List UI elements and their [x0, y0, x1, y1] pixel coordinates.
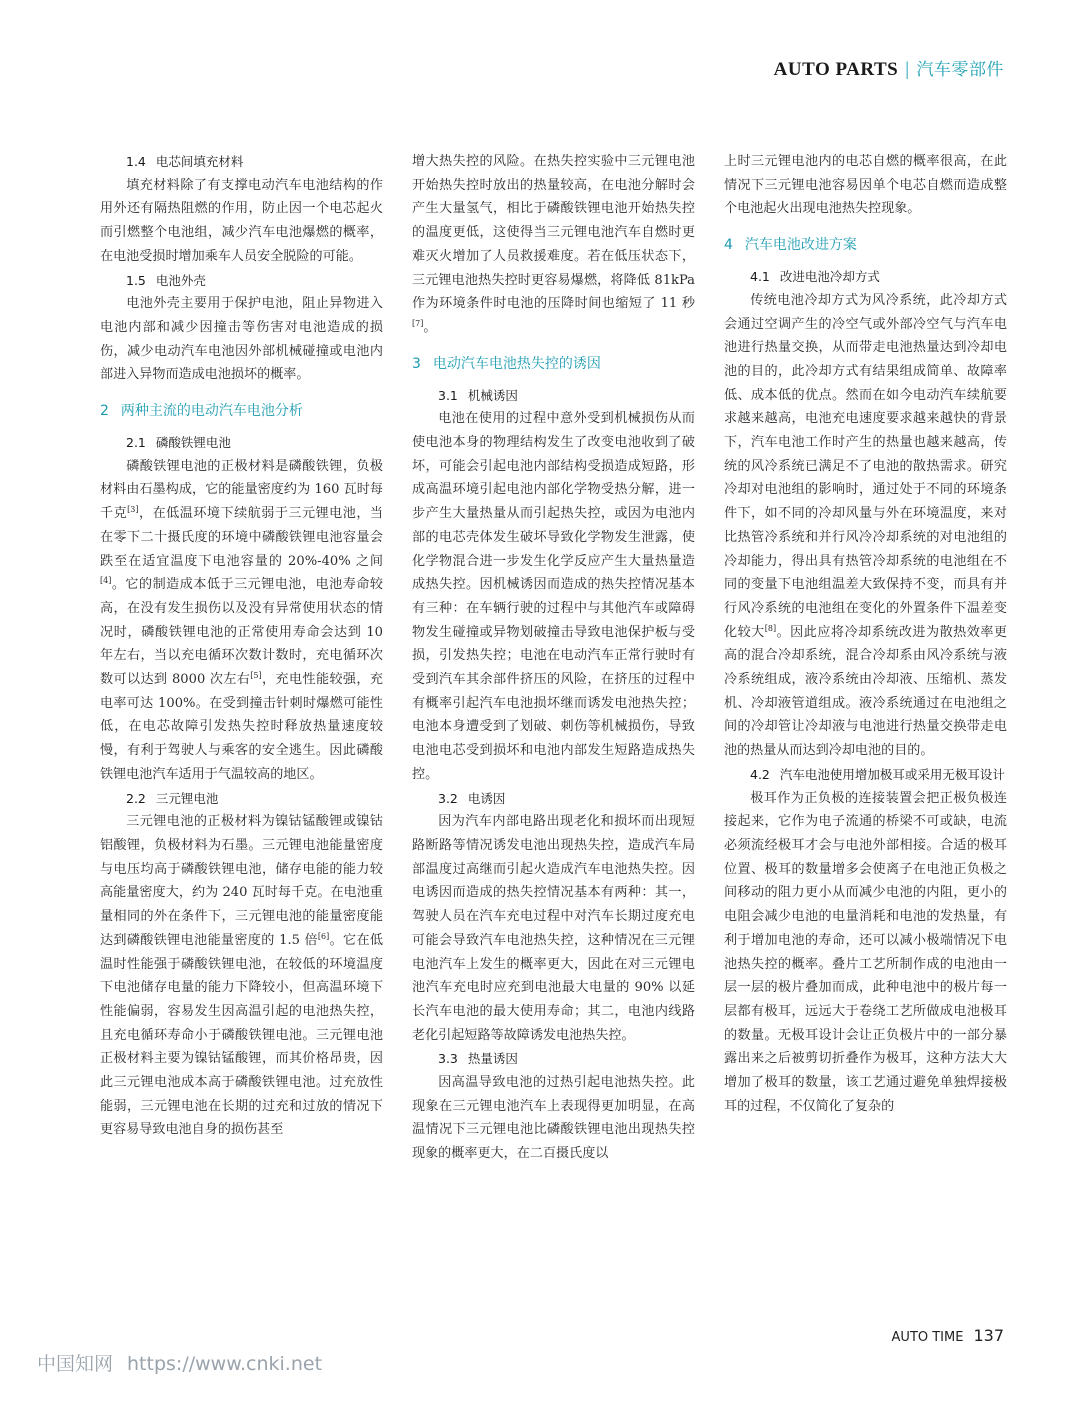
journal-brand: AUTO PARTS [773, 59, 899, 80]
column-middle [412, 150, 695, 1166]
paragraph: 增大热失控的风险。在热失控实验中三元锂电池开始热失控时放出的热量较高，在电池分解时会产生大量氢气，相比于磷酸铁锂电池开始热失控的温度更低，这使得当三元锂电池汽车自燃时更难灭火增加了人员救援难度。若在低压状态下，三元锂电池热失控时更容易爆燃，将降低 81kPa 作为环境条件时电池的压降时间也缩短了 11 秒[7]。 [412, 154, 695, 335]
subsection-heading: 4.2 汽车电池使用增加极耳或采用无极耳设计 [750, 766, 1005, 782]
subsection-heading: 3.1 机械诱因 [438, 387, 518, 403]
paragraph: 因高温导致电池的过热引起电池热失控。此现象在三元锂电池汽车上表现得更加明显，在高温情况下三元锂电池比磷酸铁锂电池出现热失控现象的概率更大，在二百摄氏度以 [412, 1075, 695, 1162]
paragraph: 传统电池冷却方式为风冷系统，此冷却方式会通过空调产生的冷空气或外部冷空气与汽车电池进行热量交换，从而带走电池热量达到冷却电池的目的，此冷却方式有结果组成简单、故障率低、成本低的优点。然而在如今电动汽车续航要求越来越高，电池充电速度要求越来越快的背景下，汽车电池工作时产生的热量也越来越高，传统的风冷系统已满足不了电池的散热需求。研究冷却对电池组的影响时，通过处于不同的环境条件下，如不同的冷却风量与外在环境温度，来对比热管冷系统和并行风冷冷却系统的对电池组的冷却能力，得出具有热管冷却系统的电池组在不同的变量下电池组温差大致保持不变，而具有并行风冷系统的电池组在变化的外置条件下温差变化较大[8]。因此应将冷却系统改进为散热效率更高的混合冷却系统，混合冷却系由风冷系统与液冷系统组成，液冷系统由冷却液、压缩机、蒸发机、冷却液管道组成。液冷系统通过在电池组之间的冷却管让冷却液与电池进行热量交换带走电池的热量从而达到冷却电池的目的。 [724, 292, 1008, 759]
paragraph: 极耳作为正负极的连接装置会把正极负极连接起来，它作为电子流通的桥梁不可或缺，电流必须流经极耳才会与电池外部相接。合适的极耳位置、极耳的数量增多会使离子在电池正负极之间移动的阻力更小从而减少电池的内阻，更小的电阻会减少电池的电量消耗和电池的发热量，有利于增加电池的寿命，还可以减小极端情况下电池热失控的概率。叠片工艺所制作成的电池由一层一层的极片叠加而成，此种电池中的极片每一层都有极耳，远远大于卷绕工艺所做成电池极耳的数量。无极耳设计会让正负极片中的一部分暴露出来之后被剪切折叠作为极耳，这种方法大大增加了极耳的数量，该工艺通过避免单独焊接极耳的过程，不仅简化了复杂的 [724, 790, 1007, 1114]
page-footer [892, 1326, 1004, 1345]
citation-ref[interactable]: [5] [250, 671, 262, 681]
paragraph: 电池在使用的过程中意外受到机械损伤从而使电池本身的物理结构发生了改变电池收到了破坏，可能会引起电池内部结构受损造成短路，形成高温环境引起电池内部化学物受热分解，进一步产生大量热量从而引起热失控，或因为电池内部的电芯壳体发生破坏导致化学物发生泄露，使化学物混合进一步发生化学反应产生大量热量造成热失控。因机械诱因而造成的热失控情况基本有三种：在车辆行驶的过程中与其他汽车或障碍物发生碰撞或异物划破撞击导致电池保护板与受损，引发热失控；电池在电动汽车正常行驶时有受到汽车其余部件挤压的风险，在挤压的过程中有概率引起汽车电池损坏继而诱发电池热失控；电池本身遭受到了划破、刺伤等机械损伤，导致电池电芯受到损坏和电池内部发生短路造成热失控。 [412, 411, 695, 782]
citation-ref[interactable]: [7] [412, 318, 424, 328]
column-left [100, 150, 383, 1142]
cnki-watermark [37, 1349, 322, 1376]
subsection-heading: 3.3 热量诱因 [438, 1051, 518, 1067]
subsection-heading: 1.4 电芯间填充材料 [126, 154, 244, 169]
subsection-heading: 2.1 磷酸铁锂电池 [126, 435, 231, 451]
subsection-heading: 1.5 电池外壳 [126, 272, 206, 288]
column-right [724, 150, 1007, 1118]
section-heading: 2 两种主流的电动汽车电池分析 [100, 403, 303, 420]
journal-name: AUTO TIME [891, 1330, 964, 1345]
paragraph: 因为汽车内部电路出现老化和损坏而出现短路断路等情况诱发电池出现热失控，造成汽车局部温度过高继而引起火造成汽车电池热失控。因电诱因而造成的热失控情况基本有两种：其一，驾驶人员在汽车充电过程中对汽车长期过度充电可能会导致汽车电池热失控，这种情况在三元锂电池汽车上发生的概率更大，因此在对三元锂电池汽车充电时应充到电池最大电量的 90% 以延长汽车电池的最大使用寿命；其二，电池内线路老化引起短路等故障诱发电池热失控。 [412, 814, 695, 1043]
section-heading: 3 电动汽车电池热失控的诱因 [412, 355, 601, 372]
paragraph: 填充材料除了有支撑电动汽车电池结构的作用外还有隔热阻燃的作用，防止因一个电芯起火而引燃整个电池组，减少汽车电池爆燃的概率，在电池受损时增加乘车人员安全脱险的可能。 [100, 177, 383, 264]
paragraph: 磷酸铁锂电池的正极材料是磷酸铁锂，负极材料由石墨构成，它的能量密度约为 160 瓦时每千克[3]，在低温环境下续航弱于三元锂电池，当在零下二十摄氏度的环境中磷酸铁锂电池容量会跌至在适宜温度下电池容量的 20%-40% 之间[4]。它的制造成本低于三元锂电池，电池寿命较高，在没有发生损伤以及没有异常使用状态的情况时，磷酸铁锂电池的正常使用寿命会达到 10 年左右，当以充电循环次数计数时，充电循环次数可以达到 8000 次左右[5]，充电性能较强，充电率可达 100%。在受到撞击针刺时爆燃可能性低，在电芯故障引发热失控时释放热量速度较慢，有利于驾驶人与乘客的安全逃生。因此磷酸铁锂电池汽车适用于气温较高的地区。 [100, 458, 384, 782]
watermark-url[interactable]: https://www.cnki.net [127, 1353, 323, 1375]
subsection-heading: 4.1 改进电池冷却方式 [750, 269, 880, 285]
header-separator: | [905, 59, 910, 80]
page-number: 137 [973, 1326, 1004, 1345]
paragraph: 三元锂电池的正极材料为镍钴锰酸锂或镍钴铝酸锂，负极材料为石墨。三元锂电池能量密度与电压均高于磷酸铁锂电池，储存电能的能力较高能量密度大，约为 240 瓦时每千克。在电池重量相同的外在条件下，三元锂电池的能量密度能达到磷酸铁锂电池能量密度的 1.5 倍[6]。它在低温时性能强于磷酸铁锂电池，在较低的环境温度下电池储存电量的能力下降较小，但高温环境下性能偏弱，容易发生因高温引起的电池热失控，且充电循环寿命小于磷酸铁锂电池。三元锂电池正极材料主要为镍钴锰酸锂，而其价格昂贵，因此三元锂电池成本高于磷酸铁锂电池。过充放性能弱，三元锂电池在长期的过充和过放的情况下更容易导致电池自身的损伤甚至 [100, 814, 384, 1138]
citation-ref[interactable]: [8] [764, 623, 777, 633]
subsection-heading: 2.2 三元锂电池 [126, 790, 219, 806]
citation-ref[interactable]: [6] [317, 931, 330, 941]
watermark-site: 中国知网 [37, 1353, 114, 1375]
citation-ref[interactable]: [4] [100, 576, 112, 586]
section-heading: 4 汽车电池改进方案 [724, 237, 857, 254]
section-name: 汽车零部件 [916, 60, 1004, 80]
citation-ref[interactable]: [3] [127, 505, 139, 515]
running-header [774, 55, 1004, 81]
paragraph: 电池外壳主要用于保护电池，阻止异物进入电池内部和减少因撞击等伤害对电池造成的损伤，减少电动汽车电池因外部机械碰撞或电池内部进入异物而造成电池损坏的概率。 [100, 296, 383, 383]
paragraph: 上时三元锂电池内的电芯自燃的概率很高，在此情况下三元锂电池容易因单个电芯自燃而造成整个电池起火出现电池热失控现象。 [724, 154, 1007, 217]
subsection-heading: 3.2 电诱因 [438, 790, 506, 806]
